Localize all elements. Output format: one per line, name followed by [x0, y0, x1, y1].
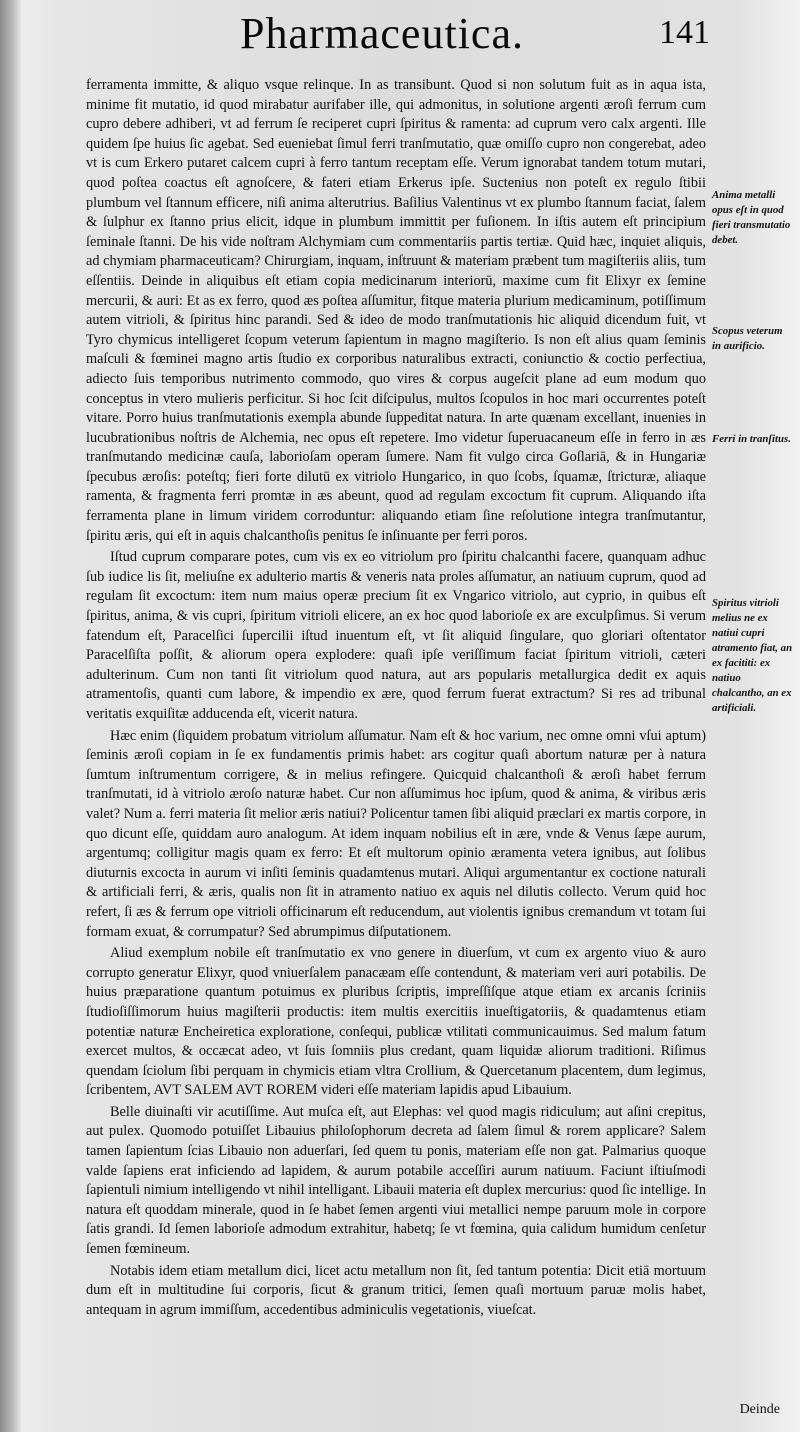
paragraph: Belle diuinaſti vir acutiſſime. Aut muſca eſt, aut Elephas: vel quod magis ridiculum; aut aſini crepitus, aut pulex. Quomodo potuiſſet Libauius philoſophorum decreta ad ſalem ſimul & rorem applicare? Salem tamen ſapientum ſcias Libauio non aduerſari, ſed quem tu ponis, materiam eſſe non gat. Palmarius quoque valde ſapiens erat inficiendo ad lapidem, & aurum potabile acceſſiri aurum natiuum. Faciunt iſtiuſmodi ſapientuli nimium intelligendo vt nihil intelligant. Libauii materia eſt duplex mercurius: quod ſic intellige. In natura eſt quoddam minerale, quod in ſe habet ſemen argenti viui metallici nempe paruum mole in corpore ſatis grandi. Id ſemen laborioſe admodum extrahitur, habetq; ſe vt fœmina, quia calidum humidum cenſetur ſemen fœmineum. — [86, 1103, 706, 1258]
paragraph: ferramenta immitte, & aliquo vsque relinque. In as transibunt. Quod si non solutum fuit as in aqua ista, minime fit mutatio, id quod mirabatur aurifaber ille, qui admonitus, in solutione argenti æroſi ferrum cum cupro debere adhiberi, vt ad ferrum ſe reciperet cupri ſpiritus & ramenta: ad cuprum vero calx argenti. Ille quidem ſpe huius ſic agebat. Sed eueniebat ſimul ferri tranſmutatio, quæ omiſſo cupro non congerebat, adeo vt is cum Erkero putaret calcem cupri à ferro tantum receptam eſſe. Verum ignorabat tandem totum mutari, quod poſtea coactus eſt agnoſcere, & fateri etiam Erkerus ipſe. Suctenius non poteſt ex regulo ſtibii plumbum vel ſtannum efficere, niſi anima alterutrius. Baſilius Valentinus vt ex plumbo ſtannum faciat, ſalem & ſulphur ex ſtanno prius elicit, idque in plumbum immittit per fuſionem. In iſtis autem eſt principium ſeminale ſtanni. De his vide noſtram Alchymiam cum commentariis partis tertiæ. Quid hæc, inquiet aliquis, ad chymiam pharmaceuticam? Chirurgiam, inquam, inſtruunt & materiam præbent tum magiſteriis aliis, tum eſſentiis. Deinde in aliquibus eſt etiam copia medicinarum interiorū, maxime cum fit Elixyr ex ſemine mercurii, & auri: Et as ex ferro, quod æs poſtea aſſumitur, fitque materia plurium medicaminum, potiſſimum autem vitrioli, & ſpiritus hinc parandi. Sed & ideo de modo tranſmutationis hic aliquid dicendum fuit, vt Tyro chymicus intelligeret ſcopum veterum ſapientum in magno magiſterio. Is non eſt alius quam ſeminis maſculi & fœminei magno artis ſtudio ex corporibus naturalibus extracti, coniunctio & coctio perfectiua, adiecto ſuis temporibus nutrimento commodo, quo vires & corpus augeſcit plane ad eum modum quo conceptus in vtero mulieris perficitur. Si hoc ſcit diſcipulus, multos ſcopulos in hoc mari occurrentes poteſt vitare. Porro huius tranſmutationis exempla abunde ſuppeditat natura. In arte quænam excellant, inuenies in lucubrationibus noſtris de Alchemia, nec opus eſt repetere. Imo videtur ſuperuacaneum eſſe in ferro in æs tranſmutando medicinæ cauſa, laborioſam operam ſumere. Nam fit vulgo circa Goſlariā, & in Hungariæ ſpecubus æroſis: poteſtq; fieri forte dilutū ex vitriolo Hungarico, in quo ſcobs, ſquamæ, ſtricturæ, aliaque ramenta, & fragmenta ferri promtæ in æs abeunt, quod ad regulam excoctum fit cuprum. Aliquando iſta ferramenta plane in limum viridem corroduntur: aliquando etiam ſine reſolutione integra tranſmutantur, ſpiritu æris, qui eſt in aquis chalcanthoſis penitus ſe inſinuante per ferri poros. — [86, 77, 706, 544]
page-header — [240, 8, 710, 68]
running-title: Pharmaceutica. — [240, 9, 524, 58]
paragraph: Aliud exemplum nobile eſt tranſmutatio ex vno genere in diuerſum, vt cum ex argento viuo & auro corrupto generatur Elixyr, quod vniuerſalem panacæam eſſe contendunt, & materiam veri auri potabilis. De huius præparatione quantum potuimus ex pluribus ſcriptis, impreſſiſque atque etiam ex arcanis ſcriniis ſtudioſiſſimorum huius magiſterii productis: item multis exercitiis inueſtigatoriis, & quadamtenus etiam potentiæ naturæ Encheiretica exploratione, conſequi, publicæ vtilitati communicauimus. Sed malum fatum exercet multos, & occæcat adeo, vt ſuis ſomniis plus credant, quam liquidæ aliorum traditioni. Riſimus quendam ſciolum ſibi perquam in chymicis etiam vltra Crollium, & Quercetanum placentem, dum legimus, ſcribentem, AVT SALEM AVT ROREM videri eſſe materiam lapidis apud Libauium. — [86, 945, 706, 1099]
page-number: 141 — [659, 14, 710, 51]
margin-note: Scopus veterum in aurificio. — [712, 325, 783, 352]
paragraph: Notabis idem etiam metallum dici, licet actu metallum non ſit, ſed tantum potentia: Dicit etiā mortuum dum eſt in multitudine ſui corporis, ſicut & granum tritici, ſemen quaſi mortuum paruæ molis habet, antequam in agrum immiſſum, accedentibus adminiculis vegetationis, viueſcat. — [86, 1262, 706, 1318]
main-text-block — [86, 76, 706, 1320]
margin-note: Spiritus vitrioli melius ne ex natiui cupri atramento fiat, an ex facititi: ex natiuo chalcantho, an ex artificiali. — [712, 597, 793, 714]
catchword: Deinde — [739, 1402, 780, 1417]
paragraph: Iſtud cuprum comparare potes, cum vis ex eo vitriolum pro ſpiritu chalcanthi facere, quanquam adhuc ſub iudice lis ſit, meliuſne ex adulterio martis & veneris nata proles aſſumatur, an natiuum cuprum, quod ad regulam ſit excoctum: item num maius operæ precium ſit ex Vngarico vitriolo, aut cyprio, in quibus eſt ſpiritus, anima, & vis cupri, ſpiritum vitrioli elicere, an ex hoc quod laborioſe ex are exculpſimus. Si verum fatendum eſt, Paracelſici ſupercilii iſtud inuentum eſt, vt ſit aliquid ſingulare, quo gloriari oſtentator Paracelſiſta poſſit, & aliorum opera explodere: quaſi ipſe veriſſimum faciat ſpiritum vitrioli, cæteri adulterinum. Cum non tanti ſit vitriolum quod natura, aut ars popularis metallurgica dedit ex aquis atramentoſis, quanti cum labore, & impendio ex ære, quod ferrum fuerat extractum? Si res ad tribunal veritatis exquiſitæ adducenda eſt, vicerit natura. — [86, 549, 706, 722]
margin-note: Ferri in tranſitus. — [712, 433, 791, 445]
binding-gutter-shadow — [0, 0, 22, 1432]
margin-note: Anima metalli opus eſt in quod fieri transmutatio debet. — [712, 189, 791, 246]
paragraph: Hæc enim (ſiquidem probatum vitriolum aſſumatur. Nam eſt & hoc varium, nec omne omni vſui aptum) ſeminis æroſi copiam in ſe ex fundamentis primis habet: ars cogitur quaſi abortum naturæ per à natura ſumtum inſtrumentum corrigere, & in melius refingere. Quicquid chalcanthoſi & æroſi habet ferrum tranſmutati, id à vitriolo æroſo naturæ habet. Cur non aſſumimus hoc ipſum, quod & anima, & viribus æris valet? Num a. ferri materia ſit melior æris natiui? Policentur tamen ſibi aliquid præclari ex martis corpore, in quo dicunt eſſe, quiddam auro analogum. At idem inquam nobilius eſt in ære, vnde & Venus ſæpe aurum, argentumq; colligitur magis quam ex ferro: Et eſt multorum opinio æramenta vetera ignibus, aut ſolibus diuturnis excocta in aurum vi inſiti ſeminis quadamtenus mutari. Aliqui argumentantur ex coctione naturali & artificiali ferri, & æris, qualis non ſit in atramento natiuo ex aquis nel dilutis collecto. Verum quid hoc refert, ſi æs & ferrum ope vitrioli officinarum eſt reducendum, aut violentis ignibus cremandum vt totam ſui formam exuat, & corrumpatur? Sed abrumpimus diſputationem. — [86, 727, 706, 940]
